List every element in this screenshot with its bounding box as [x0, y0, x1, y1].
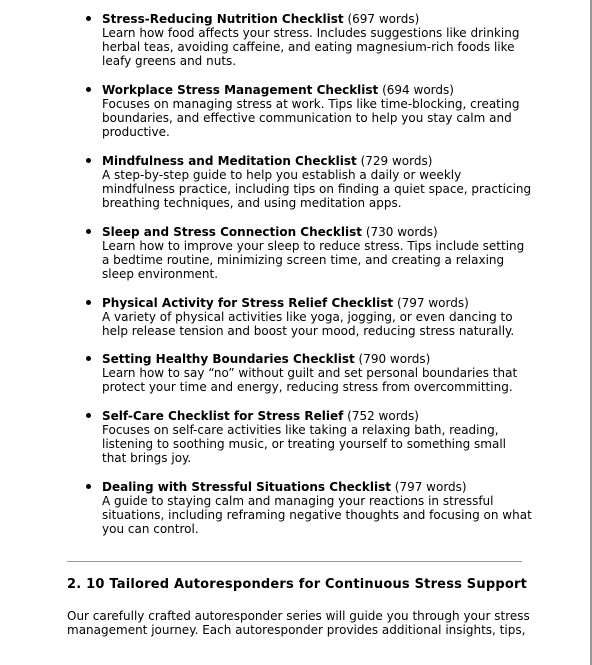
checklist-description-line: listening to soothing music, or treating yourself to something small: [102, 437, 507, 451]
bullet-icon: [86, 300, 91, 305]
checklist-description-line: protect your time and energy, reducing stress from overcommitting.: [102, 380, 513, 394]
bullet-icon: [86, 413, 91, 418]
checklist-item: [67, 154, 572, 210]
checklist-description-line: A step-by-step guide to help you establish a daily or weekly: [102, 168, 462, 182]
checklist-description-line: you can control.: [102, 522, 199, 536]
checklist-heading: [102, 296, 572, 310]
checklist-title: Dealing with Stressful Situations Checklist: [102, 480, 391, 494]
checklist-description-line: that brings joy.: [102, 451, 192, 465]
checklist-heading: [102, 83, 572, 97]
word-count: (729 words): [360, 154, 433, 168]
checklist-description-line: A variety of physical activities like yoga, jogging, or even dancing to: [102, 310, 513, 324]
bullet-icon: [86, 229, 91, 234]
checklist-description-line: leafy greens and nuts.: [102, 54, 237, 68]
checklist-description-line: herbal teas, avoiding caffeine, and eating magnesium-rich foods like: [102, 40, 515, 54]
checklist-heading: [102, 154, 572, 168]
checklist-title: Setting Healthy Boundaries Checklist: [102, 352, 355, 366]
bullet-icon: [86, 87, 91, 92]
intro-line: Our carefully crafted autoresponder series will guide you through your stress: [67, 609, 530, 623]
word-count: (694 words): [382, 83, 454, 97]
checklist-description-line: productive.: [102, 125, 170, 139]
checklist-item: [67, 296, 572, 338]
checklist-heading: [102, 480, 572, 494]
checklist-description-line: mindfulness practice, including tips on finding a quiet space, practicing: [102, 182, 532, 196]
bullet-icon: [86, 484, 91, 489]
checklist-heading: [102, 12, 572, 26]
section-heading: 2. 10 Tailored Autoresponders for Continuous Stress Support: [67, 577, 527, 592]
bullet-icon: [86, 158, 91, 163]
checklist-description-line: breathing techniques, and using meditation apps.: [102, 196, 402, 210]
checklist-description-line: sleep environment.: [102, 267, 219, 281]
checklist-heading: [102, 409, 572, 423]
bullet-icon: [86, 16, 91, 21]
checklist-item: [67, 352, 572, 394]
checklist-title: Mindfulness and Meditation Checklist: [102, 154, 357, 168]
checklist-description-line: Focuses on managing stress at work. Tips like time-blocking, creating: [102, 97, 520, 111]
checklist-heading: [102, 352, 572, 366]
checklist-item: [67, 225, 572, 281]
bullet-icon: [86, 356, 91, 361]
checklist-title: Stress-Reducing Nutrition Checklist: [102, 12, 344, 26]
checklist-description-line: Learn how to improve your sleep to reduce stress. Tips include setting: [102, 239, 525, 253]
checklist-description-line: Learn how food affects your stress. Includes suggestions like drinking: [102, 26, 520, 40]
checklist-title: Sleep and Stress Connection Checklist: [102, 225, 362, 239]
intro-paragraph: [67, 609, 537, 637]
checklist-title: Self-Care Checklist for Stress Relief: [102, 409, 344, 423]
intro-line: management journey. Each autoresponder provides additional insights, tips,: [67, 623, 526, 637]
checklist-description-line: situations, including reframing negative thoughts and focusing on what: [102, 508, 532, 522]
checklist-heading: [102, 225, 572, 239]
checklist-title: Physical Activity for Stress Relief Checklist: [102, 296, 394, 310]
checklist-description-line: A guide to staying calm and managing your reactions in stressful: [102, 494, 494, 508]
checklist-item: [67, 12, 572, 68]
checklist-item: [67, 83, 572, 139]
checklist-item: [67, 409, 572, 465]
checklist-description-line: boundaries, and effective communication to help you stay calm and: [102, 111, 512, 125]
checklist-description-line: Focuses on self-care activities like taking a relaxing bath, reading,: [102, 423, 499, 437]
word-count: (797 words): [394, 480, 467, 494]
word-count: (730 words): [365, 225, 438, 239]
section-divider: [67, 561, 522, 562]
checklist-item: [67, 480, 572, 536]
word-count: (790 words): [358, 352, 431, 366]
word-count: (752 words): [347, 409, 419, 423]
checklist-description-line: a bedtime routine, minimizing screen time, and creating a relaxing: [102, 253, 505, 267]
checklist-description-line: Learn how to say “no” without guilt and set personal boundaries that: [102, 366, 518, 380]
checklist-description-line: help release tension and boost your mood, reducing stress naturally.: [102, 324, 515, 338]
word-count: (697 words): [347, 12, 420, 26]
checklist-title: Workplace Stress Management Checklist: [102, 83, 379, 97]
word-count: (797 words): [396, 296, 469, 310]
